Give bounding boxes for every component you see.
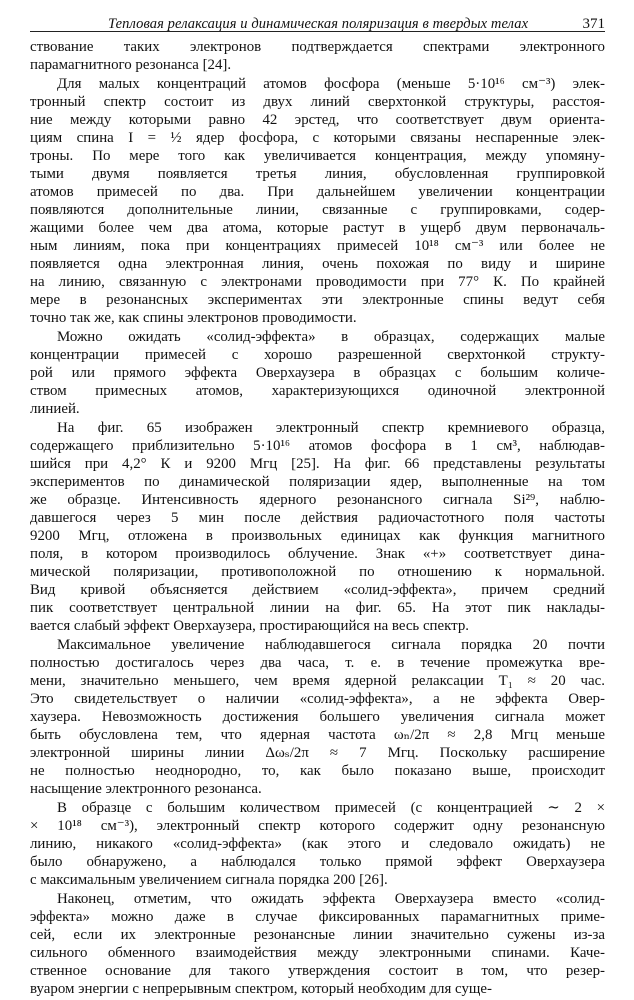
running-title: Тепловая релаксация и динамическая поляризация в твердых телах: [108, 16, 529, 32]
text-line: тыми двумя появляется третья линия, обусловленная группировкой: [30, 166, 605, 182]
text-line: хаузера. Невозможность достижения большего увеличения сигнала может: [30, 709, 605, 725]
text-line: поля, в котором производилось облучение. Знак «+» соответствует дина-: [30, 546, 605, 562]
text-line: быть обусловлена тем, что ядерная частота ωₙ/2π ≈ 2,8 Мгц меньше: [30, 727, 605, 743]
text-line: же образце. Интенсивность ядерного резонансного сигнала Si²⁹, наблю-: [30, 492, 605, 508]
paragraph: [30, 419, 605, 635]
text-line: 9200 Мгц, отложена в произвольных единицах как функция магнитного: [30, 528, 605, 544]
text-line: парамагнитного резонанса [24].: [30, 57, 232, 73]
page-number: 371: [582, 16, 605, 32]
text-line: полностью достигалось через два часа, т. е. в течение промежутка вре-: [30, 655, 605, 671]
text-line: ние между которыми равно 42 эрстед, что соответствует двум ориента-: [30, 112, 605, 128]
text-line: сильного обменного взаимодействия между электронными спинами. Каче-: [30, 945, 605, 961]
text-line: линией.: [30, 401, 80, 417]
text-line: шийся при 4,2° К и 9200 Мгц [25]. На фиг. 66 представлены результаты: [30, 456, 605, 472]
text-line: ным линиям, пока при концентрациях примесей 10¹⁸ см⁻³ или более не: [30, 238, 605, 254]
text-line: точно так же, как спины электронов проводимости.: [30, 310, 357, 326]
text-line: концентрации примесей с хорошо разрешенной сверхтонкой структу-: [30, 347, 605, 363]
text-line: Можно ожидать «солид-эффекта» в образцах, содержащих малые: [57, 329, 605, 345]
text-line: ствование таких электронов подтверждается спектрами электронного: [30, 39, 605, 55]
paragraph: [30, 328, 605, 418]
text-line: Для малых концентраций атомов фосфора (меньше 5·10¹⁶ см⁻³) элек-: [57, 76, 605, 92]
text-line: экспериментов по динамической поляризации ядер, выполненные на том: [30, 474, 605, 490]
paragraph: [30, 75, 605, 327]
text-line: тронный спектр состоит из двух линий сверхтонкой структуры, расстоя-: [30, 94, 605, 110]
text-line: с максимальным увеличением сигнала порядка 200 [26].: [30, 872, 388, 888]
text-line: Наконец, отметим, что ожидать эффекта Оверхаузера вместо «солид-: [57, 891, 605, 907]
text-line: на линию, связанную с электронами проводимости при 77° К. По крайней: [30, 274, 605, 290]
text-line: жащими более чем два атома, которые растут в ущерб двум первоначаль-: [30, 220, 605, 236]
text-line: рой или прямого эффекта Оверхаузера в образцах с большим количе-: [30, 365, 605, 381]
text-line: мической поляризации, противоположной по отношению к нормальной.: [30, 564, 605, 580]
text-line: атомов примесей по два. При дальнейшем увеличении концентрации: [30, 184, 605, 200]
text-line: насыщение электронного резонанса.: [30, 781, 262, 797]
paragraph: [30, 890, 605, 998]
text-line: × 10¹⁸ см⁻³), электронный спектр которого содержит одну резонансную: [30, 818, 605, 834]
text-line: появляется одна электронная линия, очень похожая по виду и ширине: [30, 256, 605, 272]
body-text: [30, 38, 605, 998]
text-line: линию, никакого «солид-эффекта» (как этого и следовало ожидать) не: [30, 836, 605, 852]
text-line: вуаром энергии с непрерывным спектром, который необходим для суще-: [30, 981, 492, 997]
text-line: На фиг. 65 изображен электронный спектр кремниевого образца,: [57, 420, 605, 436]
text-line: Это свидетельствует о наличии «солид-эффекта», а не эффекта Овер-: [30, 691, 605, 707]
text-line: мере в резонансных экспериментах эти электронные спины ведут себя: [30, 292, 605, 308]
text-line: ством примесных атомов, характеризующихся одиночной электронной: [30, 383, 605, 399]
text-line: сей, если их электронные резонансные линии значительно сужены из-за: [30, 927, 605, 943]
text-line: содержащего приблизительно 5·10¹⁶ атомов фосфора в 1 см³, наблюдав-: [30, 438, 605, 454]
header-rule: [30, 31, 605, 32]
text-line: троны. По мере того как увеличивается концентрация, между упомяну-: [30, 148, 605, 164]
text-line: не полностью неоднородно, то, как было показано выше, происходит: [30, 763, 605, 779]
paragraph: [30, 799, 605, 889]
text-line: Вид кривой объясняется действием «солид-эффекта», причем средний: [30, 582, 605, 598]
text-line: Максимальное увеличение наблюдавшегося сигнала порядка 20 почти: [57, 637, 605, 653]
text-line: В образце с большим количеством примесей (с концентрацией ∼ 2 ×: [57, 800, 605, 816]
text-line: было обнаружено, а наблюдался только прямой эффект Оверхаузера: [30, 854, 605, 870]
paragraph: [30, 38, 605, 74]
paragraph: [30, 636, 605, 798]
text-line: давшегося через 5 мин после действия радиочастотного поля частоты: [30, 510, 605, 526]
text-line: эффекта» можно даже в случае фиксированных парамагнитных приме-: [30, 909, 605, 925]
text-line: пик соответствует центральной линии на фиг. 65. На этот пик наклады-: [30, 600, 605, 616]
text-line: электронной ширины линии Δωₛ/2π ≈ 7 Мгц. Поскольку расширение: [30, 745, 605, 761]
text-line: мени, значительно меньшего, чем время ядерной релаксации T₁ ≈ 20 час.: [30, 673, 605, 689]
text-line: ственное основание для такого утверждения состоит в том, что резер-: [30, 963, 605, 979]
text-line: циям спина I = ½ ядер фосфора, с которыми связаны неспаренные элек-: [30, 130, 605, 146]
text-line: вается слабый эффект Оверхаузера, простирающийся на весь спектр.: [30, 618, 470, 634]
text-line: появляются дополнительные линии, связанные с группировками, содер-: [30, 202, 605, 218]
